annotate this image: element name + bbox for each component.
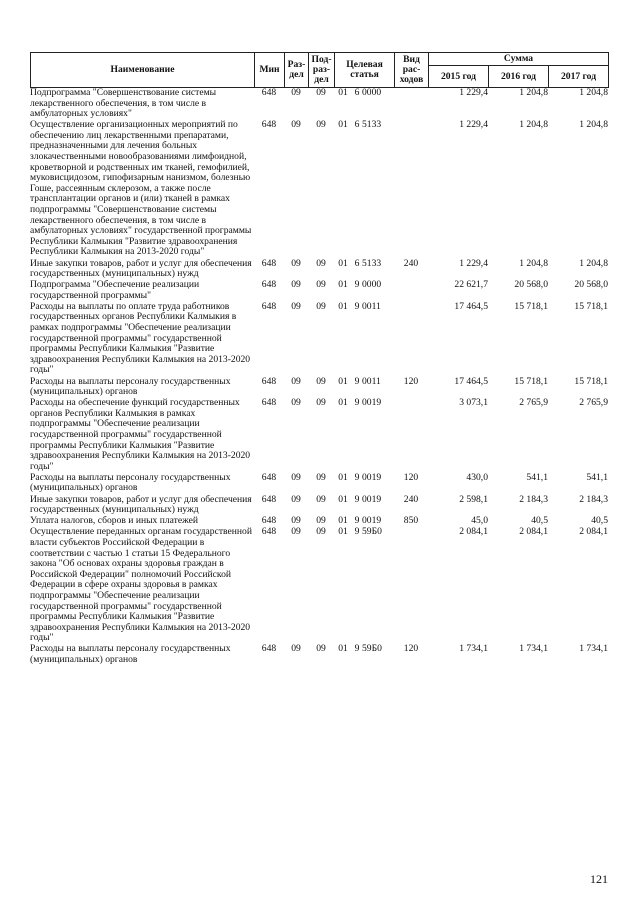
- row-razdel: 09: [291, 643, 301, 655]
- row-cs-program: 01: [338, 526, 348, 538]
- row-vid-rashodov: [394, 280, 428, 302]
- row-sum-2015: 1 734,1: [459, 643, 488, 655]
- header-vid-rashodov: Вид рас- ходов: [395, 53, 429, 88]
- table-row: [30, 398, 608, 473]
- row-min: 648: [261, 526, 277, 538]
- row-min: 648: [261, 279, 277, 291]
- row-sum-2016: 1 204,8: [519, 87, 548, 98]
- row-razdel: 09: [291, 515, 301, 527]
- row-razdel: 09: [291, 493, 301, 505]
- row-razdel: 09: [291, 300, 301, 312]
- row-min: 648: [261, 515, 277, 527]
- row-cs-direction: 0000: [362, 87, 382, 98]
- row-cs-program: 01: [338, 643, 348, 655]
- row-min: 648: [261, 493, 277, 505]
- row-min: 648: [261, 87, 277, 98]
- row-vid-rashodov: 120: [403, 375, 419, 387]
- row-min: 648: [261, 471, 277, 483]
- row-vid-rashodov: 240: [403, 257, 419, 269]
- row-cs-program: 01: [338, 375, 348, 387]
- row-podrazdel: 09: [316, 87, 326, 98]
- table-row: [30, 280, 608, 302]
- table-row: [30, 473, 608, 495]
- header-name: Наименование: [31, 53, 255, 88]
- row-name: Подпрограмма "Совершенствование системы лекарственного обеспечения, в том числе в амбулаторных условиях": [30, 87, 217, 120]
- row-name: Осуществление переданных органам государственной власти субъектов Российской Федерации в соответствии с частью 1 статьи 15 Федерального закона "Об основах охраны здоровья граждан в Российской Федерации" полномочий Российской Федерации в сфере охраны здоровья в рамках подпрограммы "Обеспечение реализации государственной программы" государственной программы Республики Калмыкия "Развитие здравоохранения Республики Калмыкия на 2013-2020 годы": [30, 526, 252, 644]
- row-cs-subprogram: 9: [354, 643, 360, 655]
- row-podrazdel: 09: [316, 119, 326, 131]
- row-sum-2016: 20 568,0: [514, 279, 548, 291]
- row-sum-2017: 2 084,1: [579, 526, 608, 538]
- row-sum-2017: 2 184,3: [579, 493, 608, 505]
- row-sum-2017: 40,5: [591, 515, 608, 527]
- table-row: [30, 495, 608, 517]
- row-razdel: 09: [291, 397, 301, 409]
- row-podrazdel: 09: [316, 515, 326, 527]
- row-cs-direction: 0000: [362, 279, 382, 291]
- row-vid-rashodov: [394, 88, 428, 120]
- row-cs-direction: 59Б0: [362, 643, 382, 655]
- table-row: [30, 302, 608, 377]
- row-sum-2016: 1 734,1: [519, 643, 548, 655]
- row-cs-program: 01: [338, 279, 348, 291]
- row-vid-rashodov: [394, 120, 428, 258]
- header-year-2016: 2016 год: [489, 66, 549, 88]
- table-row: [30, 120, 608, 258]
- row-razdel: 09: [291, 119, 301, 131]
- row-vid-rashodov: 850: [403, 515, 419, 527]
- row-sum-2015: 3 073,1: [459, 397, 488, 409]
- row-podrazdel: 09: [316, 471, 326, 483]
- row-name: Расходы на выплаты персоналу государственных (муниципальных) органов: [30, 375, 231, 398]
- row-sum-2016: 2 765,9: [519, 397, 548, 409]
- row-cs-program: 01: [338, 471, 348, 483]
- row-cs-program: 01: [338, 257, 348, 269]
- row-podrazdel: 09: [316, 279, 326, 291]
- table-row: [30, 527, 608, 644]
- row-cs-direction: 0019: [362, 515, 382, 527]
- row-razdel: 09: [291, 375, 301, 387]
- row-sum-2016: 1 204,8: [519, 119, 548, 131]
- row-podrazdel: 09: [316, 643, 326, 655]
- row-sum-2017: 1 204,8: [579, 257, 608, 269]
- row-cs-direction: 5133: [362, 119, 382, 131]
- row-podrazdel: 09: [316, 257, 326, 269]
- page-number: 121: [590, 872, 608, 886]
- header-year-2015: 2015 год: [429, 66, 489, 88]
- row-sum-2016: 541,1: [526, 471, 548, 483]
- row-cs-subprogram: 9: [354, 493, 360, 505]
- row-min: 648: [261, 397, 277, 409]
- row-cs-subprogram: 9: [354, 300, 360, 312]
- row-cs-direction: 0019: [362, 471, 382, 483]
- row-cs-program: 01: [338, 515, 348, 527]
- row-podrazdel: 09: [316, 300, 326, 312]
- row-razdel: 09: [291, 471, 301, 483]
- row-name: Подпрограмма "Обеспечение реализации государственной программы": [30, 279, 200, 301]
- row-cs-subprogram: 9: [354, 375, 360, 387]
- row-cs-program: 01: [338, 87, 348, 98]
- row-sum-2017: 1 204,8: [579, 87, 608, 98]
- row-name: Расходы на обеспечение функций государственных органов Республики Калмыкия в рамках подпрограммы "Обеспечение реализации государственной программы" государственной программы Республики Калмыкия "Развитие здравоохранения Республики Калмыкия на 2013-2020 годы": [30, 397, 251, 472]
- header-razdel: Раз- дел: [285, 53, 309, 88]
- row-sum-2015: 17 464,5: [454, 300, 488, 312]
- row-name: Иные закупки товаров, работ и услуг для обеспечения государственных (муниципальных) нужд: [30, 257, 252, 280]
- row-cs-subprogram: 9: [354, 279, 360, 291]
- row-cs-program: 01: [338, 397, 348, 409]
- row-sum-2015: 17 464,5: [454, 375, 488, 387]
- row-name: Иные закупки товаров, работ и услуг для обеспечения государственных (муниципальных) нужд: [30, 493, 252, 516]
- row-podrazdel: 09: [316, 375, 326, 387]
- row-vid-rashodov: [394, 398, 428, 473]
- row-name: Расходы на выплаты персоналу государственных (муниципальных) органов: [30, 471, 231, 494]
- table-body: [30, 88, 608, 666]
- row-sum-2016: 2 184,3: [519, 493, 548, 505]
- row-min: 648: [261, 300, 277, 312]
- row-cs-program: 01: [338, 300, 348, 312]
- row-sum-2017: 1 204,8: [579, 119, 608, 131]
- row-min: 648: [261, 375, 277, 387]
- row-cs-direction: 5133: [362, 257, 382, 269]
- row-sum-2017: 20 568,0: [574, 279, 608, 291]
- row-razdel: 09: [291, 87, 301, 98]
- row-podrazdel: 09: [316, 493, 326, 505]
- row-sum-2016: 2 084,1: [519, 526, 548, 538]
- table-row: [30, 644, 608, 666]
- row-cs-direction: 0019: [362, 493, 382, 505]
- row-sum-2015: 2 598,1: [459, 493, 488, 505]
- row-podrazdel: 09: [316, 526, 326, 538]
- row-cs-direction: 0011: [362, 375, 381, 387]
- row-sum-2015: 430,0: [466, 471, 488, 483]
- budget-table: [30, 52, 608, 666]
- row-vid-rashodov: 120: [403, 471, 419, 483]
- header-summa: Сумма: [429, 53, 609, 66]
- header-year-2017: 2017 год: [549, 66, 609, 88]
- row-vid-rashodov: [394, 302, 428, 377]
- row-cs-subprogram: 9: [354, 515, 360, 527]
- row-sum-2017: 15 718,1: [574, 375, 608, 387]
- row-sum-2015: 1 229,4: [459, 257, 488, 269]
- row-cs-subprogram: 9: [354, 397, 360, 409]
- row-vid-rashodov: 120: [403, 643, 419, 655]
- row-name: Уплата налогов, сборов и иных платежей: [30, 515, 199, 527]
- row-cs-subprogram: 9: [354, 471, 360, 483]
- row-cs-direction: 0011: [362, 300, 381, 312]
- table-header: [30, 52, 609, 88]
- row-min: 648: [261, 119, 277, 131]
- row-cs-program: 01: [338, 493, 348, 505]
- row-podrazdel: 09: [316, 397, 326, 409]
- row-vid-rashodov: 240: [403, 493, 419, 505]
- header-min: Мин: [255, 53, 285, 88]
- row-sum-2016: 15 718,1: [514, 375, 548, 387]
- table-row: [30, 259, 608, 281]
- row-sum-2016: 15 718,1: [514, 300, 548, 312]
- row-cs-subprogram: 6: [354, 87, 360, 98]
- header-tselevaya-statya: Целевая статья: [335, 53, 395, 88]
- row-razdel: 09: [291, 257, 301, 269]
- row-cs-subprogram: 6: [354, 257, 360, 269]
- row-min: 648: [261, 643, 277, 655]
- row-cs-direction: 59Б0: [362, 526, 382, 538]
- row-sum-2017: 1 734,1: [579, 643, 608, 655]
- row-cs-direction: 0019: [362, 397, 382, 409]
- table-row: [30, 377, 608, 399]
- row-sum-2016: 1 204,8: [519, 257, 548, 269]
- row-min: 648: [261, 257, 277, 269]
- row-sum-2017: 541,1: [586, 471, 608, 483]
- row-sum-2017: 2 765,9: [579, 397, 608, 409]
- row-name: Расходы на выплаты по оплате труда работников государственных органов Республики Калмыкия в рамках подпрограммы "Обеспечение реализации государственной программы" государственной программы Республики Калмыкия "Развитие здравоохранения Республики Калмыкия на 2013-2020 годы": [30, 300, 251, 376]
- row-name: Расходы на выплаты персоналу государственных (муниципальных) органов: [30, 643, 231, 665]
- row-sum-2015: 22 621,7: [454, 279, 488, 291]
- row-sum-2015: 2 084,1: [459, 526, 488, 538]
- row-razdel: 09: [291, 526, 301, 538]
- row-cs-subprogram: 9: [354, 526, 360, 538]
- row-name: Осуществление организационных мероприятий по обеспечению лиц лекарственными препаратами, предназначенными для лечения больных злокачественными новообразованиями лимфоидной, кроветворной и родственных им тканей, гемофилией, муковисцидозом, гипофизарным нанизмом, болезнью Гоше, рассеянным склерозом, а также после трансплантации органов и (или) тканей в рамках подпрограммы "Совершенствование системы лекарственного обеспечения, в том числе в амбулаторных условиях" государственной программы Республики Калмыкия "Развитие здравоохранения Республики Калмыкия на 2013-2020 годы": [30, 119, 252, 258]
- row-cs-subprogram: 6: [354, 119, 360, 131]
- row-sum-2015: 1 229,4: [459, 87, 488, 98]
- header-podrazdel: Под- раз- дел: [309, 53, 335, 88]
- row-vid-rashodov: [394, 527, 428, 644]
- row-razdel: 09: [291, 279, 301, 291]
- row-sum-2015: 45,0: [471, 515, 488, 527]
- table-row: [30, 88, 608, 120]
- row-cs-program: 01: [338, 119, 348, 131]
- row-sum-2017: 15 718,1: [574, 300, 608, 312]
- row-sum-2015: 1 229,4: [459, 119, 488, 131]
- row-sum-2016: 40,5: [531, 515, 548, 527]
